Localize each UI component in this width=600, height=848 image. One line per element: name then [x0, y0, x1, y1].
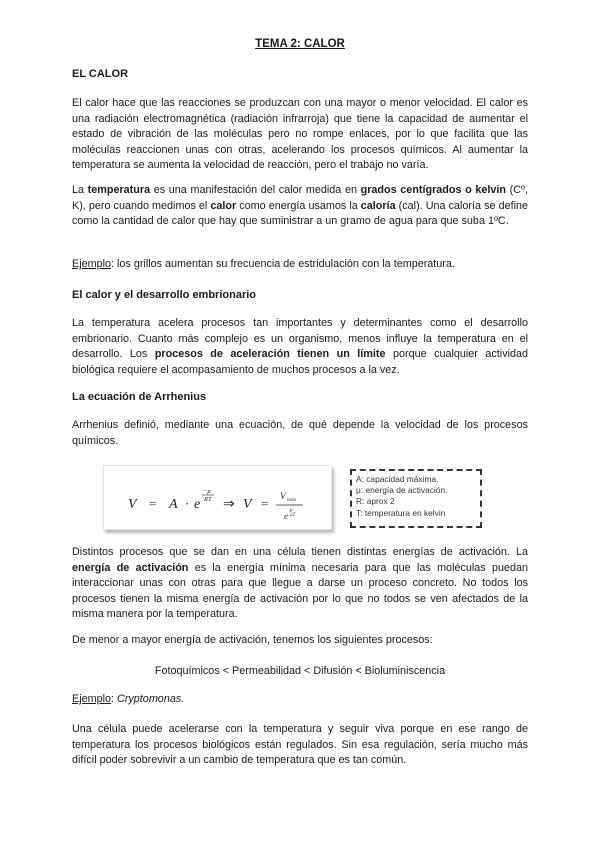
- eq-exp-num: −μ: [203, 488, 211, 495]
- paragraph-calor-definition: El calor hace que las reacciones se produzcan con una mayor o menor velocidad. El calor es una radiación electromagnética (radiación infrarroja) que tiene la capacidad de aumentar el estado de vibración de las moléculas pero no rompe enlaces, por lo que facilita que las moléculas reaccionen unas con otras, acelerando los procesos químicos. Al aumentar la temperatura se aumenta la velocidad de reacción, pero el trabajo no varía.: [72, 97, 528, 172]
- eq-dot: ·: [185, 496, 190, 511]
- paragraph-temperatura: La temperatura es una manifestación del calor medida en grados centígrados o kelvin (Cº, K), pero cuando medimos el calor como energía usamos la caloría (cal). Una caloría se define como la cantidad de calor que hay que suministrar a un gramo de agua para que suba 1ºC.: [72, 184, 528, 228]
- heading-desarrollo-embrionario: El calor y el desarrollo embrionario: [72, 289, 257, 301]
- paragraph-menor-mayor: De menor a mayor energía de activación, tenemos los siguientes procesos:: [72, 634, 433, 646]
- eq-equals2: =: [261, 496, 269, 511]
- example-label: Ejemplo: [72, 258, 112, 270]
- eq-a: A: [169, 497, 178, 512]
- eq-equals: =: [149, 496, 157, 511]
- eq-e: e: [194, 497, 201, 512]
- eq-v: V: [128, 497, 137, 512]
- eq-v2: V: [243, 497, 252, 512]
- paragraph-desarrollo: La temperatura acelera procesos tan importantes y determinantes como el desarrollo embrionario. Cuanto más complejo es un organismo, menos influye la temperatura en el desarrollo. Los procesos de aceleración tienen un límite porque cualquier actividad biológica requiere el acompasamiento de muchos procesos a la vez.: [72, 317, 529, 376]
- legend-item-t: T: temperatura en kelvin: [356, 507, 446, 518]
- eq-frac-num: V: [280, 491, 286, 501]
- paragraph-regulacion: Una célula puede acelerarse con la temperatura y seguir viva porque en ese rango de temperatura los procesos biológicos están regulados. Sin esa regulación, sería mucho más difícil poder sobrevivir a un cambio de temperatura que es tan común.: [72, 723, 528, 767]
- eq-frac-den-exp-den: 2T: [290, 513, 296, 518]
- legend-item-mu: μ: energía de activación.: [356, 485, 448, 496]
- eq-arrow: ⇒: [223, 497, 235, 512]
- example-label-2: Ejemplo: [72, 693, 112, 705]
- arrhenius-equation: [103, 465, 332, 530]
- paragraph-ejemplo-cryptomonas: Ejemplo: Cryptomonas.: [72, 693, 185, 705]
- process-sequence: Fotoquímicos < Permeabilidad < Difusión < Bioluminiscencia: [154, 665, 446, 677]
- eq-frac-den: e: [284, 511, 288, 521]
- legend-item-a: A: capacidad máxima.: [356, 474, 439, 484]
- eq-frac-num-sub: máx: [287, 497, 297, 503]
- paragraph-arrhenius-intro: Arrhenius definió, mediante una ecuación, de qué depende la velocidad de los procesos químicos.: [72, 419, 528, 447]
- legend-item-r: R: aprox 2: [356, 496, 395, 507]
- eq-exp-den: RT: [204, 496, 212, 503]
- eq-frac-den-exp-num: μ: [290, 508, 293, 513]
- page-title: TEMA 2: CALOR: [255, 38, 345, 50]
- heading-el-calor: EL CALOR: [72, 68, 129, 80]
- heading-arrhenius: La ecuación de Arrhenius: [72, 391, 207, 403]
- equation-legend: [350, 469, 482, 528]
- paragraph-ejemplo-grillos: Ejemplo: los grillos aumentan su frecuencia de estridulación con la temperatura.: [72, 258, 455, 270]
- paragraph-energia-activacion: Distintos procesos que se dan en una célula tienen distintas energías de activación. La energía de activación es la energía mínima necesaria para que las moléculas puedan interaccionar unas con otras para que llegue a darse un proceso concreto. No todos los procesos tienen la misma energía de activación por lo que no todos se ven afectados de la misma manera por la temperatura.: [72, 546, 528, 621]
